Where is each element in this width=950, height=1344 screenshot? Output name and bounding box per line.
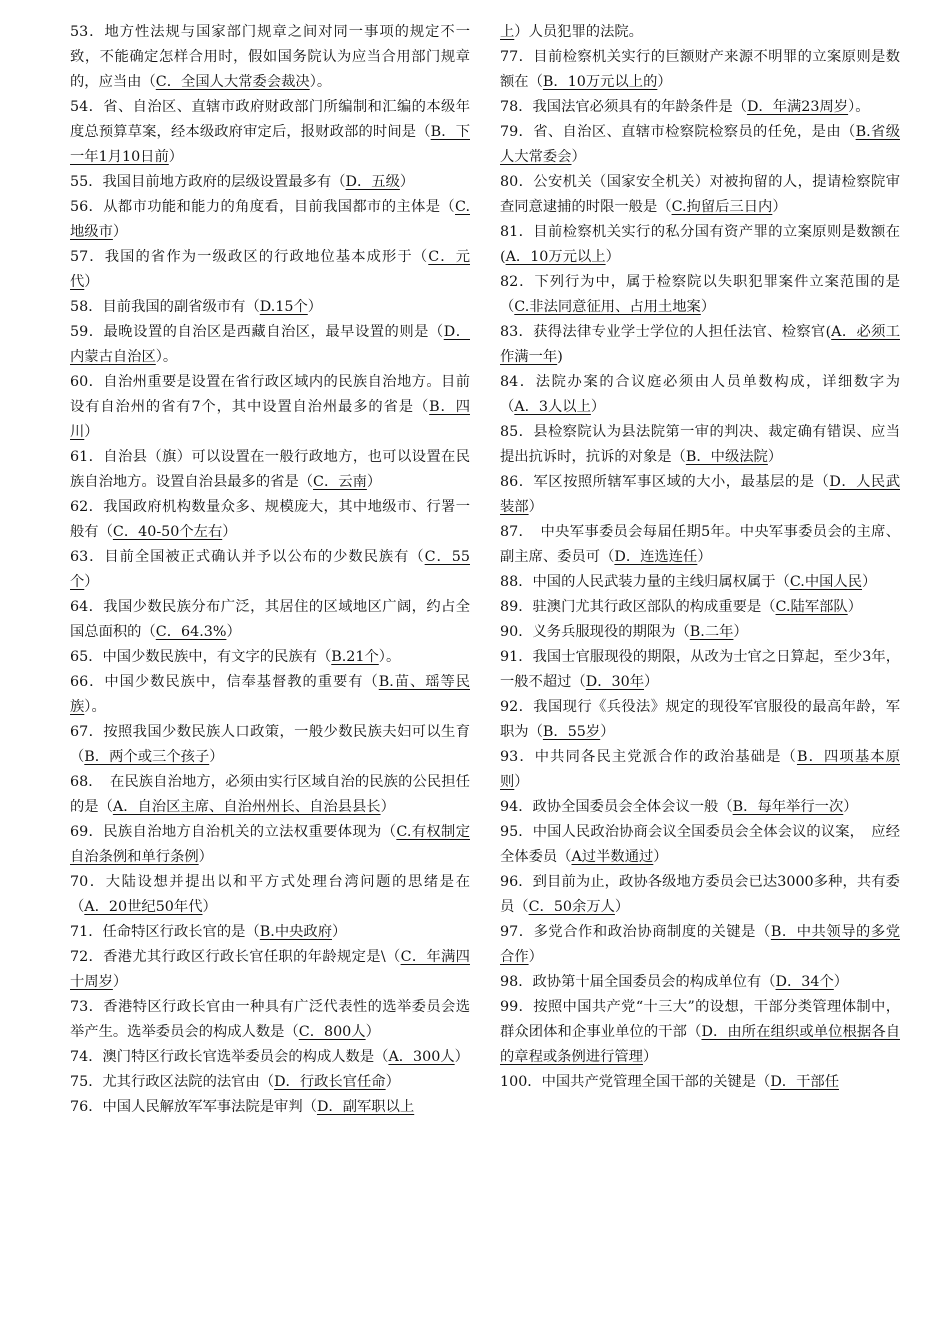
question-text: 县检察院认为县法院第一审的判决、裁定确有错误、应当提出抗诉时，抗诉的对象是（ <box>500 424 900 465</box>
answer-text: D．内蒙古自治区 <box>70 324 470 365</box>
question-number: 99． <box>500 999 534 1015</box>
answer-text: B.二年 <box>689 624 734 640</box>
question-tail: ） <box>226 624 241 640</box>
question-tail: ） <box>772 199 787 215</box>
question-text: 中国少数民族中，信奉基督教的重要有（ <box>104 674 379 690</box>
question-text: 我国目前地方政府的层级设置最多有（ <box>102 174 346 190</box>
question-number: 80． <box>500 174 534 190</box>
question-number: 75． <box>70 1074 103 1090</box>
question-tail: ) <box>557 349 563 365</box>
question-text: 军区按照所辖军事区域的大小，最基层的是（ <box>533 474 830 490</box>
answer-text: C.非法同意征用、占用土地案 <box>514 299 701 315</box>
question-text: 在民族自治地方，必须由实行区域自治的民族的公民担任的是（ <box>70 774 470 815</box>
question-item <box>500 170 900 220</box>
question-item <box>500 645 900 695</box>
question-number: 85． <box>500 424 534 440</box>
question-tail: ） <box>843 799 858 815</box>
question-item <box>500 745 900 795</box>
question-item <box>70 170 470 195</box>
question-tail: ） <box>600 724 615 740</box>
question-text: 地方性法规与国家部门规章之间对同一事项的规定不一致，不能确定怎样合用时，假如国务院认为应当合用部门规章的，应当由（ <box>70 24 470 90</box>
answer-text: D．人民武装部 <box>500 474 900 515</box>
question-item <box>70 595 470 645</box>
question-item <box>500 270 900 320</box>
question-text: 获得法律专业学士学位的人担任法官、检察官( <box>533 324 832 340</box>
question-text: 驻澳门尤其行政区部队的构成重要是（ <box>532 599 776 615</box>
question-number: 100． <box>500 1074 542 1090</box>
question-number: 88． <box>500 574 533 590</box>
question-item <box>70 1045 470 1070</box>
question-number: 93． <box>500 749 535 765</box>
question-text: 我国政府机构数量众多、规模庞大，其中地级市、行署一般有（ <box>70 499 470 540</box>
question-number: 53． <box>70 24 105 40</box>
question-item <box>500 820 900 870</box>
question-number: 96． <box>500 874 533 890</box>
answer-text: D．行政长官任命 <box>274 1074 386 1090</box>
question-tail: ）。 <box>84 699 106 715</box>
question-item <box>500 95 900 120</box>
question-text: 澳门特区行政长官选举委员会的构成人数是（ <box>102 1049 389 1065</box>
question-number: 74． <box>70 1049 103 1065</box>
answer-text: A．20世纪50年代 <box>84 899 203 915</box>
question-text: 尤其行政区法院的法官由（ <box>102 1074 275 1090</box>
question-tail: ） <box>767 449 783 465</box>
question-tail: ）人员犯罪的法院。 <box>514 24 643 40</box>
question-tail: ） <box>644 674 659 690</box>
answer-text: D．干部任 <box>770 1074 839 1090</box>
question-tail: ） <box>332 924 347 940</box>
question-number: 56． <box>70 199 104 215</box>
answer-text: C．64.3% <box>155 624 227 640</box>
question-item <box>500 220 900 270</box>
question-tail: ） <box>605 249 620 265</box>
question-tail: ） <box>642 1049 658 1065</box>
question-tail: ） <box>653 849 668 865</box>
question-tail: ） <box>198 849 213 865</box>
question-item <box>70 295 470 320</box>
question-item <box>70 820 470 870</box>
answer-text: B.苗、瑶等民族 <box>70 674 470 715</box>
question-number: 95． <box>500 824 533 840</box>
question-text: 中国的人民武装力量的主线归属权属于（ <box>532 574 790 590</box>
question-text: 目前我国的副省级市有（ <box>102 299 260 315</box>
answer-text: B．中级法院 <box>685 449 768 465</box>
question-tail: ） <box>514 774 529 790</box>
answer-text: B．55岁 <box>542 724 601 740</box>
answer-text: B．每年举行一次 <box>732 799 844 815</box>
question-text: 任命特区行政长官的是（ <box>102 924 260 940</box>
question-tail: ） <box>385 1074 400 1090</box>
answer-text: D．五级 <box>345 174 400 190</box>
question-tail: ） <box>614 899 630 915</box>
question-item <box>70 445 470 495</box>
question-tail: ） <box>365 1024 380 1040</box>
answer-text: C．元代 <box>70 249 470 290</box>
question-tail: ） <box>733 624 748 640</box>
answer-text: D．34个 <box>775 974 834 990</box>
question-number: 92． <box>500 699 534 715</box>
question-item <box>500 370 900 420</box>
question-number: 94． <box>500 799 533 815</box>
question-number: 72． <box>70 949 104 965</box>
question-item <box>70 645 470 670</box>
question-tail: ） <box>590 399 606 415</box>
answer-text: D.15个 <box>259 299 308 315</box>
question-number: 64． <box>70 599 104 615</box>
question-text: 我国士官服现役的期限，从改为士官之日算起，至少3年，一般不超过（ <box>500 649 900 690</box>
question-number: 77． <box>500 49 534 65</box>
answer-text: C．800人 <box>298 1024 366 1040</box>
question-number: 78． <box>500 99 533 115</box>
question-item <box>500 795 900 820</box>
question-item <box>70 920 470 945</box>
answer-text: D．连选连任 <box>614 549 698 565</box>
answer-text: B.省级人大常委会 <box>500 124 900 165</box>
question-number: 71． <box>70 924 103 940</box>
question-number: 65． <box>70 649 103 665</box>
question-tail: ） <box>697 549 712 565</box>
question-item <box>70 545 470 595</box>
question-tail: ）。 <box>848 99 870 115</box>
question-item <box>500 995 900 1070</box>
question-number: 84． <box>500 374 536 390</box>
question-tail: ） <box>528 499 543 515</box>
question-number: 81． <box>500 224 534 240</box>
question-tail: ） <box>112 224 128 240</box>
question-number: 59． <box>70 324 104 340</box>
question-tail: ） <box>222 524 237 540</box>
question-item <box>500 20 900 45</box>
question-text: 目前全国被正式确认并予以公布的少数民族有（ <box>104 549 425 565</box>
answer-text: C．云南 <box>313 474 367 490</box>
answer-text: A．300人 <box>388 1049 455 1065</box>
question-number: 86． <box>500 474 534 490</box>
answer-text: A．自治区主席、自治州州长、自治县县长 <box>112 799 381 815</box>
question-text: 省、自治区、直辖市检察院检察员的任免，是由（ <box>533 124 856 140</box>
answer-text: B．四项基本原则 <box>500 749 900 790</box>
question-number: 66． <box>70 674 105 690</box>
question-text: 公安机关（国家安全机关）对被拘留的人，提请检察院审查同意逮捕的时限一般是（ <box>500 174 900 215</box>
answer-text: C.拘留后三日内 <box>671 199 773 215</box>
question-text: 我国少数民族分布广泛，其居住的区域地区广阔，约占全国总面积的（ <box>70 599 470 640</box>
question-item <box>500 45 900 95</box>
question-text: 中央军事委员会每届任期5年。中央军事委员会的主席、副主席、委员可（ <box>500 524 900 565</box>
question-item <box>70 1095 470 1120</box>
question-item <box>500 120 900 170</box>
question-item <box>70 945 470 995</box>
question-tail: ）。 <box>309 74 332 90</box>
question-number: 98． <box>500 974 533 990</box>
question-text: 香港尤其行政区行政长官任职的年龄规定是\（ <box>103 949 401 965</box>
answer-text: D．年满23周岁 <box>746 99 849 115</box>
question-text: 目前检察机关实行的私分国有资产罪的立案原则是数额在( <box>500 224 900 265</box>
question-item <box>70 1070 470 1095</box>
question-number: 62． <box>70 499 104 515</box>
question-item <box>500 920 900 970</box>
question-text: 我国现行《兵役法》规定的现役军官服役的最高年龄，军职为（ <box>500 699 900 740</box>
question-item <box>500 595 900 620</box>
answer-text: D．30年 <box>585 674 645 690</box>
question-item <box>70 20 470 95</box>
question-number: 97． <box>500 924 534 940</box>
question-number: 79． <box>500 124 534 140</box>
question-item <box>500 695 900 745</box>
question-number: 67． <box>70 724 104 740</box>
answer-text: B.21个 <box>331 649 379 665</box>
question-tail: ） <box>366 474 382 490</box>
question-number: 60． <box>70 374 104 390</box>
question-number: 69． <box>70 824 104 840</box>
question-item <box>500 520 900 570</box>
answer-text: C．全国人大常委会裁决 <box>155 74 310 90</box>
answer-text: 上 <box>500 24 515 40</box>
question-text: 按照我国少数民族人口政策，一般少数民族夫妇可以生育（ <box>70 724 470 765</box>
question-item <box>500 320 900 370</box>
question-number: 73． <box>70 999 104 1015</box>
question-text: 省、自治区、直辖市政府财政部门所编制和汇编的本级年度总预算草案，经本级政府审定后，报财政部的时间是（ <box>70 99 470 140</box>
question-text: 我国的省作为一级政区的行政地位基本成形于（ <box>104 249 429 265</box>
answer-text: B．下一年1月10日前 <box>70 124 470 165</box>
question-item <box>500 970 900 995</box>
question-text: 中国共产党管理全国干部的关键是（ <box>541 1074 771 1090</box>
question-text: 中共同各民主党派合作的政治基础是（ <box>534 749 797 765</box>
question-text: 法院办案的合议庭必须由人员单数构成，详细数字为（ <box>500 374 900 415</box>
question-item <box>70 370 470 445</box>
question-text: 政协第十届全国委员会的构成单位有（ <box>532 974 776 990</box>
question-text: 中国人民解放军军事法院是审判（ <box>102 1099 317 1115</box>
question-tail: ） <box>862 574 877 590</box>
answer-text: C.地级市 <box>70 199 470 240</box>
question-tail: ）。 <box>378 649 401 665</box>
question-number: 87． <box>500 524 526 540</box>
question-item <box>70 95 470 170</box>
question-item <box>500 620 900 645</box>
question-item <box>70 320 470 370</box>
answer-text: B．10万元以上的 <box>542 74 658 90</box>
question-tail: ） <box>209 749 224 765</box>
question-number: 70． <box>70 874 106 890</box>
question-text: 目前检察机关实行的巨额财产来源不明罪的立案原则是数额在（ <box>500 49 900 90</box>
question-tail: ） <box>84 424 99 440</box>
question-text: 香港特区行政长官由一种具有广泛代表性的选举委员会选举产生。选举委员会的构成人数是（ <box>70 999 470 1040</box>
question-tail: ） <box>657 74 672 90</box>
question-number: 82． <box>500 274 535 290</box>
answer-text: B．两个或三个孩子 <box>84 749 210 765</box>
answer-text: C．55个 <box>70 549 470 590</box>
question-number: 90． <box>500 624 533 640</box>
question-item <box>70 495 470 545</box>
question-text: 按照中国共产党“十三大”的设想，干部分类管理体制中，群众团体和企事业单位的干部（ <box>500 999 900 1040</box>
answer-text: C.陆军部队 <box>775 599 848 615</box>
question-text: 民族自治地方自治机关的立法权重要体现为（ <box>103 824 397 840</box>
question-tail: ） <box>202 899 217 915</box>
question-number: 54． <box>70 99 104 115</box>
answer-text: D．副军职以上 <box>316 1099 415 1115</box>
answer-text: A．必须工作满一年 <box>500 324 900 365</box>
question-tail: ） <box>112 974 128 990</box>
question-item <box>70 995 470 1045</box>
question-text: 下列行为中，属于检察院以失职犯罪案件立案范围的是（ <box>500 274 900 315</box>
question-tail: ） <box>833 974 849 990</box>
question-number: 61． <box>70 449 104 465</box>
question-text: 最晚设置的自治区是西藏自治区，最早设置的则是（ <box>103 324 444 340</box>
question-item <box>500 570 900 595</box>
question-tail: ）。 <box>155 349 178 365</box>
question-text: 自治县（旗）可以设置在一般行政地方，也可以设置在民族自治地方。设置自治县最多的省是（ <box>70 449 470 490</box>
question-tail: ） <box>168 149 184 165</box>
question-tail: ） <box>399 174 415 190</box>
question-text: 政协全国委员会全体会议一般（ <box>532 799 733 815</box>
question-text: 从都市功能和能力的角度看，目前我国都市的主体是（ <box>103 199 456 215</box>
question-item <box>70 670 470 720</box>
answer-text: A过半数通过 <box>571 849 654 865</box>
answer-text: B．四川 <box>70 399 470 440</box>
question-item <box>70 870 470 920</box>
question-tail: ） <box>454 1049 469 1065</box>
question-text: 我国法官必须具有的年龄条件是（ <box>532 99 747 115</box>
question-tail: ） <box>528 949 543 965</box>
answer-text: C．年满四十周岁 <box>70 949 470 990</box>
question-item <box>70 195 470 245</box>
question-tail: ） <box>84 574 99 590</box>
left-column <box>70 20 470 1344</box>
question-number: 89． <box>500 599 533 615</box>
answer-text: A．3人以上 <box>514 399 591 415</box>
answer-text: A．10万元以上 <box>505 249 606 265</box>
question-tail: ） <box>700 299 716 315</box>
answer-text: C.中国人民 <box>789 574 863 590</box>
question-text: 多党合作和政治协商制度的关键是（ <box>533 924 771 940</box>
question-item <box>70 720 470 770</box>
question-text: 到目前为止，政协各级地方委员会已达3000多种，共有委员（ <box>500 874 900 915</box>
question-text: 自治州重要是设置在省行政区域内的民族自治地方。目前设有自治州的省有7个，其中设置自治州最多的省是（ <box>70 374 470 415</box>
question-number: 68． <box>70 774 96 790</box>
question-tail: ） <box>847 599 863 615</box>
question-number: 63． <box>70 549 105 565</box>
question-item <box>500 420 900 470</box>
question-item <box>70 770 470 820</box>
answer-text: C.有权制定自治条例和单行条例 <box>70 824 470 865</box>
question-text: 大陆设想并提出以和平方式处理台湾问题的思绪是在（ <box>70 874 470 915</box>
answer-text: C．50余万人 <box>528 899 615 915</box>
question-tail: ） <box>571 149 586 165</box>
answer-text: C．40-50个左右 <box>112 524 223 540</box>
question-item <box>70 245 470 295</box>
question-text: 义务兵服现役的期限为（ <box>532 624 690 640</box>
question-tail: ） <box>307 299 323 315</box>
question-text: 中国人民政治协商会议全国委员会全体会议的议案， 应经全体委员（ <box>500 824 900 865</box>
question-tail: ） <box>84 274 99 290</box>
question-item <box>500 470 900 520</box>
question-number: 83． <box>500 324 534 340</box>
question-number: 76． <box>70 1099 103 1115</box>
answer-text: D．由所在组织或单位根据各自的章程或条例进行管理 <box>500 1024 900 1065</box>
question-number: 91． <box>500 649 533 665</box>
question-number: 55． <box>70 174 103 190</box>
question-number: 57． <box>70 249 105 265</box>
question-item <box>500 1070 900 1095</box>
question-text: 中国少数民族中，有文字的民族有（ <box>102 649 332 665</box>
question-item <box>500 870 900 920</box>
answer-text: B.中央政府 <box>259 924 333 940</box>
answer-text: B．中共领导的多党合作 <box>500 924 900 965</box>
right-column <box>500 20 900 1344</box>
question-number: 58． <box>70 299 103 315</box>
question-tail: ） <box>380 799 395 815</box>
